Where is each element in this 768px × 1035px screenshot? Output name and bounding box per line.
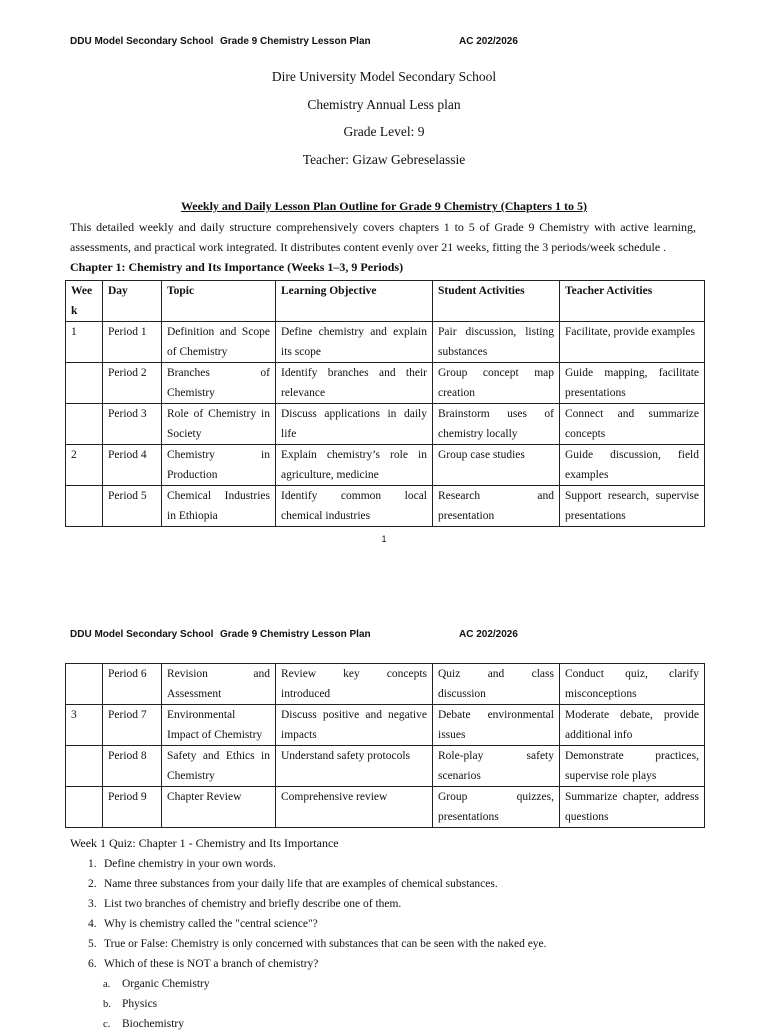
table-row xyxy=(66,787,705,828)
cell-topic: Chemical Industries in Ethiopia xyxy=(162,486,276,527)
table-header-row xyxy=(66,281,705,322)
cell-student: Group concept map creation xyxy=(433,363,560,404)
table-row xyxy=(66,322,705,363)
cell-week xyxy=(66,363,103,404)
cell-objective: Explain chemistry’s role in agriculture, medicine xyxy=(276,445,433,486)
table-row xyxy=(66,486,705,527)
grade-level: Grade Level: 9 xyxy=(343,124,425,139)
cell-objective: Discuss applications in daily life xyxy=(276,404,433,445)
header-week: Wee k xyxy=(66,281,103,322)
cell-topic: Safety and Ethics in Chemistry xyxy=(162,746,276,787)
list-item xyxy=(103,974,210,994)
lesson-table-page2 xyxy=(65,663,705,828)
list-item xyxy=(88,854,547,874)
table-row xyxy=(66,404,705,445)
option-letter: c. xyxy=(103,1019,111,1030)
cell-day: Period 1 xyxy=(103,322,162,363)
cell-week xyxy=(66,746,103,787)
cell-week: 1 xyxy=(66,322,103,363)
cell-day: Period 4 xyxy=(103,445,162,486)
table-row xyxy=(66,363,705,404)
question-text: List two branches of chemistry and briefly describe one of them. xyxy=(104,898,402,910)
cell-topic: Definition and Scope of Chemistry xyxy=(162,322,276,363)
table-row xyxy=(66,664,705,705)
cell-day: Period 8 xyxy=(103,746,162,787)
intro-paragraph: This detailed weekly and daily structure comprehensively covers chapters 1 to 5 of Grade 9 Chemistry with active learning, assessments, and practical work integrated. It distributes content evenly over 21 weeks, fitting the 3 periods/week schedule . xyxy=(70,220,696,254)
chapter-title: Chapter 1: Chemistry and Its Importance (Weeks 1–3, 9 Periods) xyxy=(70,260,404,274)
table-row xyxy=(66,746,705,787)
cell-week xyxy=(66,486,103,527)
question-number: 3. xyxy=(88,898,97,910)
cell-objective: Define chemistry and explain its scope xyxy=(276,322,433,363)
option-text: Biochemistry xyxy=(122,1018,184,1030)
cell-day: Period 9 xyxy=(103,787,162,828)
cell-objective: Identify common local chemical industries xyxy=(276,486,433,527)
cell-day: Period 3 xyxy=(103,404,162,445)
page-number: 1 xyxy=(381,534,387,544)
question-text: Why is chemistry called the "central science"? xyxy=(104,918,318,930)
header-school: DDU Model Secondary School xyxy=(70,629,214,640)
option-text: Physics xyxy=(122,998,158,1010)
question-number: 1. xyxy=(88,858,97,870)
list-item xyxy=(88,894,547,914)
option-letter: b. xyxy=(103,999,111,1010)
question-number: 4. xyxy=(88,918,97,930)
list-item xyxy=(103,994,210,1014)
school-name: Dire University Model Secondary School xyxy=(271,69,497,84)
cell-teacher: Facilitate, provide examples xyxy=(560,322,705,363)
cell-teacher: Guide mapping, facilitate presentations xyxy=(560,363,705,404)
cell-objective: Comprehensive review xyxy=(276,787,433,828)
cell-week xyxy=(66,664,103,705)
cell-teacher: Summarize chapter, address questions xyxy=(560,787,705,828)
header-teacher: Teacher Activities xyxy=(560,281,705,322)
question-number: 5. xyxy=(88,938,97,950)
cell-student: Group case studies xyxy=(433,445,560,486)
question-text: True or False: Chemistry is only concerned with substances that can be seen with the naked eye. xyxy=(104,938,547,950)
cell-student: Research and presentation xyxy=(433,486,560,527)
list-item xyxy=(88,934,547,954)
cell-day: Period 2 xyxy=(103,363,162,404)
table-row xyxy=(66,705,705,746)
header-student: Student Activities xyxy=(433,281,560,322)
cell-teacher: Conduct quiz, clarify misconceptions xyxy=(560,664,705,705)
lesson-table-page1 xyxy=(65,280,705,527)
cell-teacher: Support research, supervise presentations xyxy=(560,486,705,527)
list-item xyxy=(88,874,547,894)
cell-week xyxy=(66,787,103,828)
quiz-options xyxy=(103,974,210,1034)
cell-student: Pair discussion, listing substances xyxy=(433,322,560,363)
list-item xyxy=(88,954,547,974)
cell-topic: Revision and Assessment xyxy=(162,664,276,705)
cell-objective: Review key concepts introduced xyxy=(276,664,433,705)
header-day: Day xyxy=(103,281,162,322)
cell-student: Role-play safety scenarios xyxy=(433,746,560,787)
cell-objective: Discuss positive and negative impacts xyxy=(276,705,433,746)
header-plan: Grade 9 Chemistry Lesson Plan xyxy=(220,629,371,640)
header-academic-year: AC 202/2026 xyxy=(459,36,518,47)
cell-student: Group quizzes, presentations xyxy=(433,787,560,828)
outline-title: Weekly and Daily Lesson Plan Outline for Grade 9 Chemistry (Chapters 1 to 5) xyxy=(180,199,588,213)
cell-teacher: Moderate debate, provide additional info xyxy=(560,705,705,746)
cell-topic: Role of Chemistry in Society xyxy=(162,404,276,445)
quiz-questions xyxy=(88,854,547,974)
table-row xyxy=(66,445,705,486)
cell-objective: Understand safety protocols xyxy=(276,746,433,787)
option-text: Organic Chemistry xyxy=(122,978,210,990)
question-text: Which of these is NOT a branch of chemistry? xyxy=(104,958,319,970)
cell-day: Period 7 xyxy=(103,705,162,746)
cell-week: 3 xyxy=(66,705,103,746)
title-block xyxy=(0,68,768,178)
cell-student: Debate environmental issues xyxy=(433,705,560,746)
question-text: Define chemistry in your own words. xyxy=(104,858,276,870)
header-topic: Topic xyxy=(162,281,276,322)
header-objective: Learning Objective xyxy=(276,281,433,322)
cell-day: Period 5 xyxy=(103,486,162,527)
cell-student: Brainstorm uses of chemistry locally xyxy=(433,404,560,445)
teacher-name: Teacher: Gizaw Gebreselassie xyxy=(302,151,466,167)
header-school: DDU Model Secondary School xyxy=(70,36,214,47)
cell-topic: Chapter Review xyxy=(162,787,276,828)
cell-day: Period 6 xyxy=(103,664,162,705)
cell-topic: Branches of Chemistry xyxy=(162,363,276,404)
question-text: Name three substances from your daily life that are examples of chemical substances. xyxy=(104,878,498,890)
cell-topic: Chemistry in Production xyxy=(162,445,276,486)
list-item xyxy=(103,1014,210,1034)
cell-teacher: Connect and summarize concepts xyxy=(560,404,705,445)
header-academic-year: AC 202/2026 xyxy=(459,629,518,640)
question-number: 6. xyxy=(88,958,97,970)
cell-week: 2 xyxy=(66,445,103,486)
header-plan: Grade 9 Chemistry Lesson Plan xyxy=(220,36,371,47)
option-letter: a. xyxy=(103,979,111,990)
cell-student: Quiz and class discussion xyxy=(433,664,560,705)
list-item xyxy=(88,914,547,934)
cell-week xyxy=(66,404,103,445)
cell-teacher: Guide discussion, field examples xyxy=(560,445,705,486)
cell-teacher: Demonstrate practices, supervise role plays xyxy=(560,746,705,787)
plan-name: Chemistry Annual Less plan xyxy=(307,96,461,112)
cell-objective: Identify branches and their relevance xyxy=(276,363,433,404)
cell-topic: Environmental Impact of Chemistry xyxy=(162,705,276,746)
quiz-title: Week 1 Quiz: Chapter 1 - Chemistry and Its Importance xyxy=(70,836,339,850)
question-number: 2. xyxy=(88,878,97,890)
